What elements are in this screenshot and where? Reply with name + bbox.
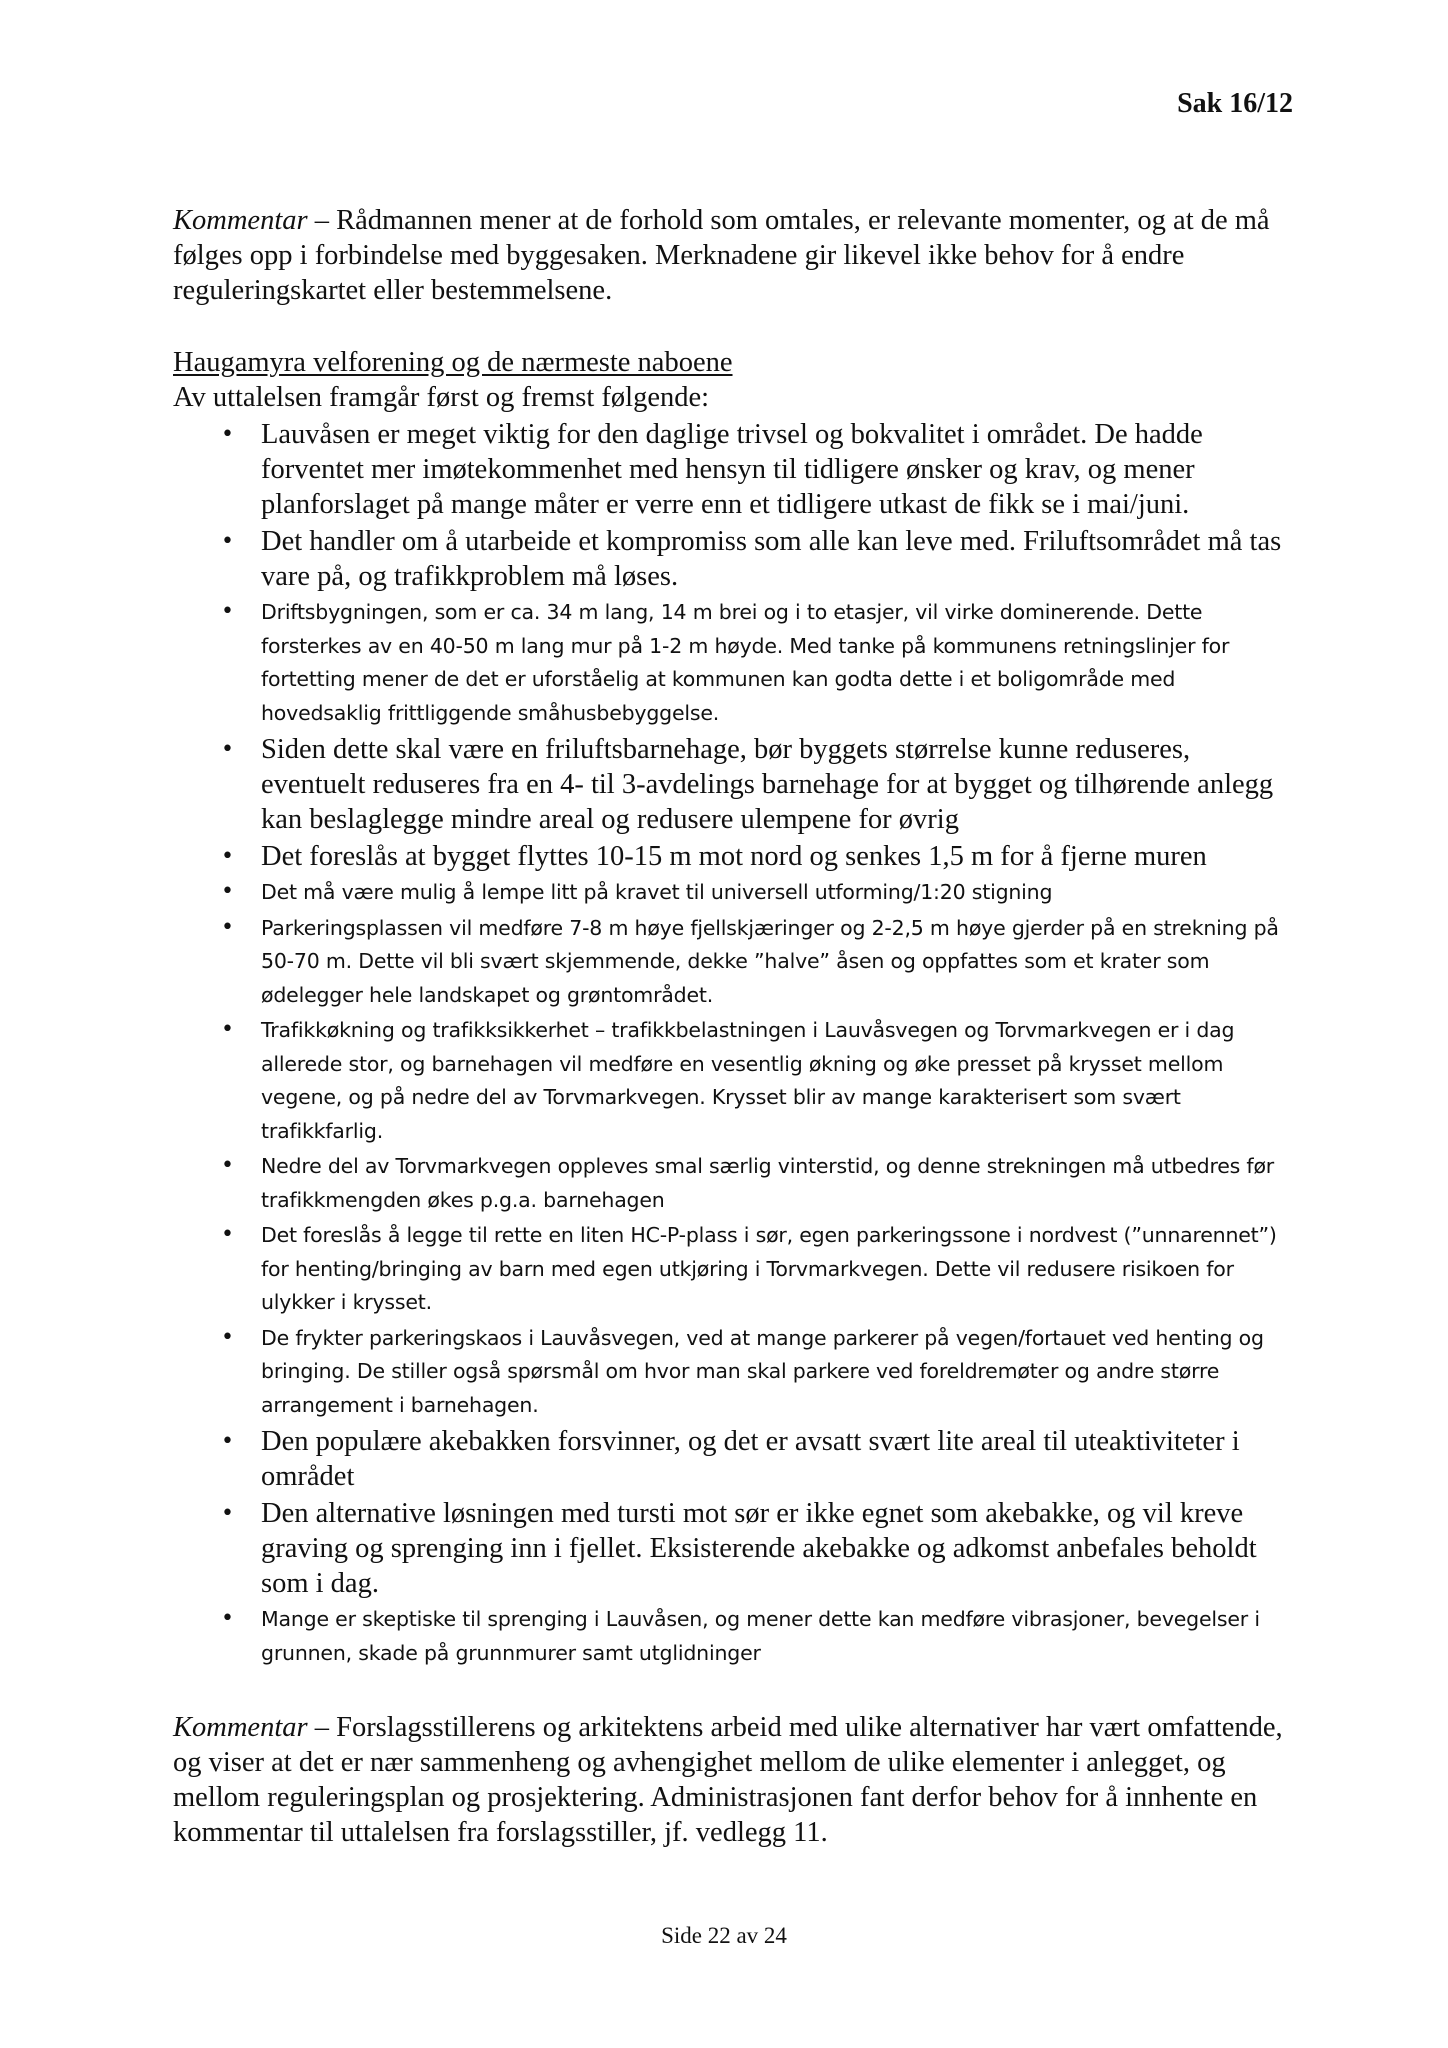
list-item: • Det foreslås at bygget flyttes 10-15 m mot nord og senkes 1,5 m for å fjerne muren (173, 839, 1293, 874)
bullet-list (173, 417, 1293, 1670)
comment-label: Kommentar (173, 1712, 308, 1743)
list-item: • De frykter parkeringskaos i Lauvåsvegen, ved at mange parkerer på vegen/fortauet ved henting og bringing. De stiller også spørsmål om hvor man skal parkere ved foreldremøter og andre større arrangement i barnehagen. (173, 1322, 1293, 1423)
list-item: • Lauvåsen er meget viktig for den daglige trivsel og bokvalitet i området. De hadde forventet mer imøtekommenhet med hensyn til tidligere ønsker og krav, og mener planforslaget på mange måter er verre enn et tidligere utkast de fikk se i mai/juni. (173, 417, 1293, 522)
list-item: • Den populære akebakken forsvinner, og det er avsatt svært lite areal til uteaktiviteter i området (173, 1424, 1293, 1494)
list-item: • Det foreslås å legge til rette en liten HC-P-plass i sør, egen parkeringssone i nordvest (”unnarennet”) for henting/bringing av barn med egen utkjøring i Torvmarkvegen. Dette vil redusere risikoen for ulykker i krysset. (173, 1219, 1293, 1320)
first-comment (173, 203, 1293, 308)
document-body (173, 203, 1293, 1850)
list-item: • Det må være mulig å lempe litt på kravet til universell utforming/1:20 stigning (173, 876, 1293, 910)
list-item: • Driftsbygningen, som er ca. 34 m lang, 14 m brei og i to etasjer, vil virke dominerende. Dette forsterkes av en 40-50 m lang mur på 1-2 m høyde. Med tanke på kommunens retningslinjer for fortetting mener de det er uforståelig at kommunen kan godta dette i et boligområde med hovedsaklig frittliggende småhusbebyggelse. (173, 596, 1293, 730)
list-item: • Det handler om å utarbeide et kompromiss som alle kan leve med. Friluftsområdet må tas vare på, og trafikkproblem må løses. (173, 524, 1293, 594)
case-number: Sak 16/12 (1177, 88, 1293, 119)
list-item: • Siden dette skal være en friluftsbarnehage, bør byggets størrelse kunne reduseres, eventuelt reduseres fra en 4- til 3-avdelings barnehage for at bygget og tilhørende anlegg kan beslaglegge mindre areal og redusere ulempene for øvrig (173, 732, 1293, 837)
list-item: • Den alternative løsningen med tursti mot sør er ikke egnet som akebakke, og vil kreve graving og sprenging inn i fjellet. Eksisterende akebakke og adkomst anbefales beholdt som i dag. (173, 1496, 1293, 1601)
section-intro: Av uttalelsen framgår først og fremst følgende: (173, 382, 710, 413)
list-item: • Mange er skeptiske til sprenging i Lauvåsen, og mener dette kan medføre vibrasjoner, bevegelser i grunnen, skade på grunnmurer samt utglidninger (173, 1603, 1293, 1670)
list-item: • Trafikkøkning og trafikksikkerhet – trafikkbelastningen i Lauvåsvegen og Torvmarkvegen er i dag allerede stor, og barnehagen vil medføre en vesentlig økning og øke presset på krysset mellom vegene, og på nedre del av Torvmarkvegen. Krysset blir av mange karakterisert som svært trafikkfarlig. (173, 1014, 1293, 1148)
list-item: • Nedre del av Torvmarkvegen oppleves smal særlig vinterstid, og denne strekningen må utbedres før trafikkmengden økes p.g.a. barnehagen (173, 1150, 1293, 1217)
comment-text: – Rådmannen mener at de forhold som omtales, er relevante momenter, og at de må følges opp i forbindelse med byggesaken. Merknadene gir likevel ikke behov for å endre reguleringskartet eller bestemmelsene. (173, 205, 1270, 306)
comment-text: – Forslagsstillerens og arkitektens arbeid med ulike alternativer har vært omfattende, og viser at det er nær sammenheng og avhengighet mellom de ulike elementer i anlegget, og mellom reguleringsplan og prosjektering. Administrasjonen fant derfor behov for å innhente en kommentar til uttalelsen fra forslagsstiller, jf. vedlegg 11. (173, 1712, 1283, 1848)
list-item: • Parkeringsplassen vil medføre 7-8 m høye fjellskjæringer og 2-2,5 m høye gjerder på en strekning på 50-70 m. Dette vil bli svært skjemmende, dekke ”halve” åsen og oppfattes som et krater som ødelegger hele landskapet og grøntområdet. (173, 912, 1293, 1013)
comment-label: Kommentar (173, 205, 308, 236)
page-footer: Side 22 av 24 (661, 1923, 787, 1948)
final-comment (173, 1710, 1293, 1850)
section-heading: Haugamyra velforening og de nærmeste naboene (173, 347, 733, 378)
